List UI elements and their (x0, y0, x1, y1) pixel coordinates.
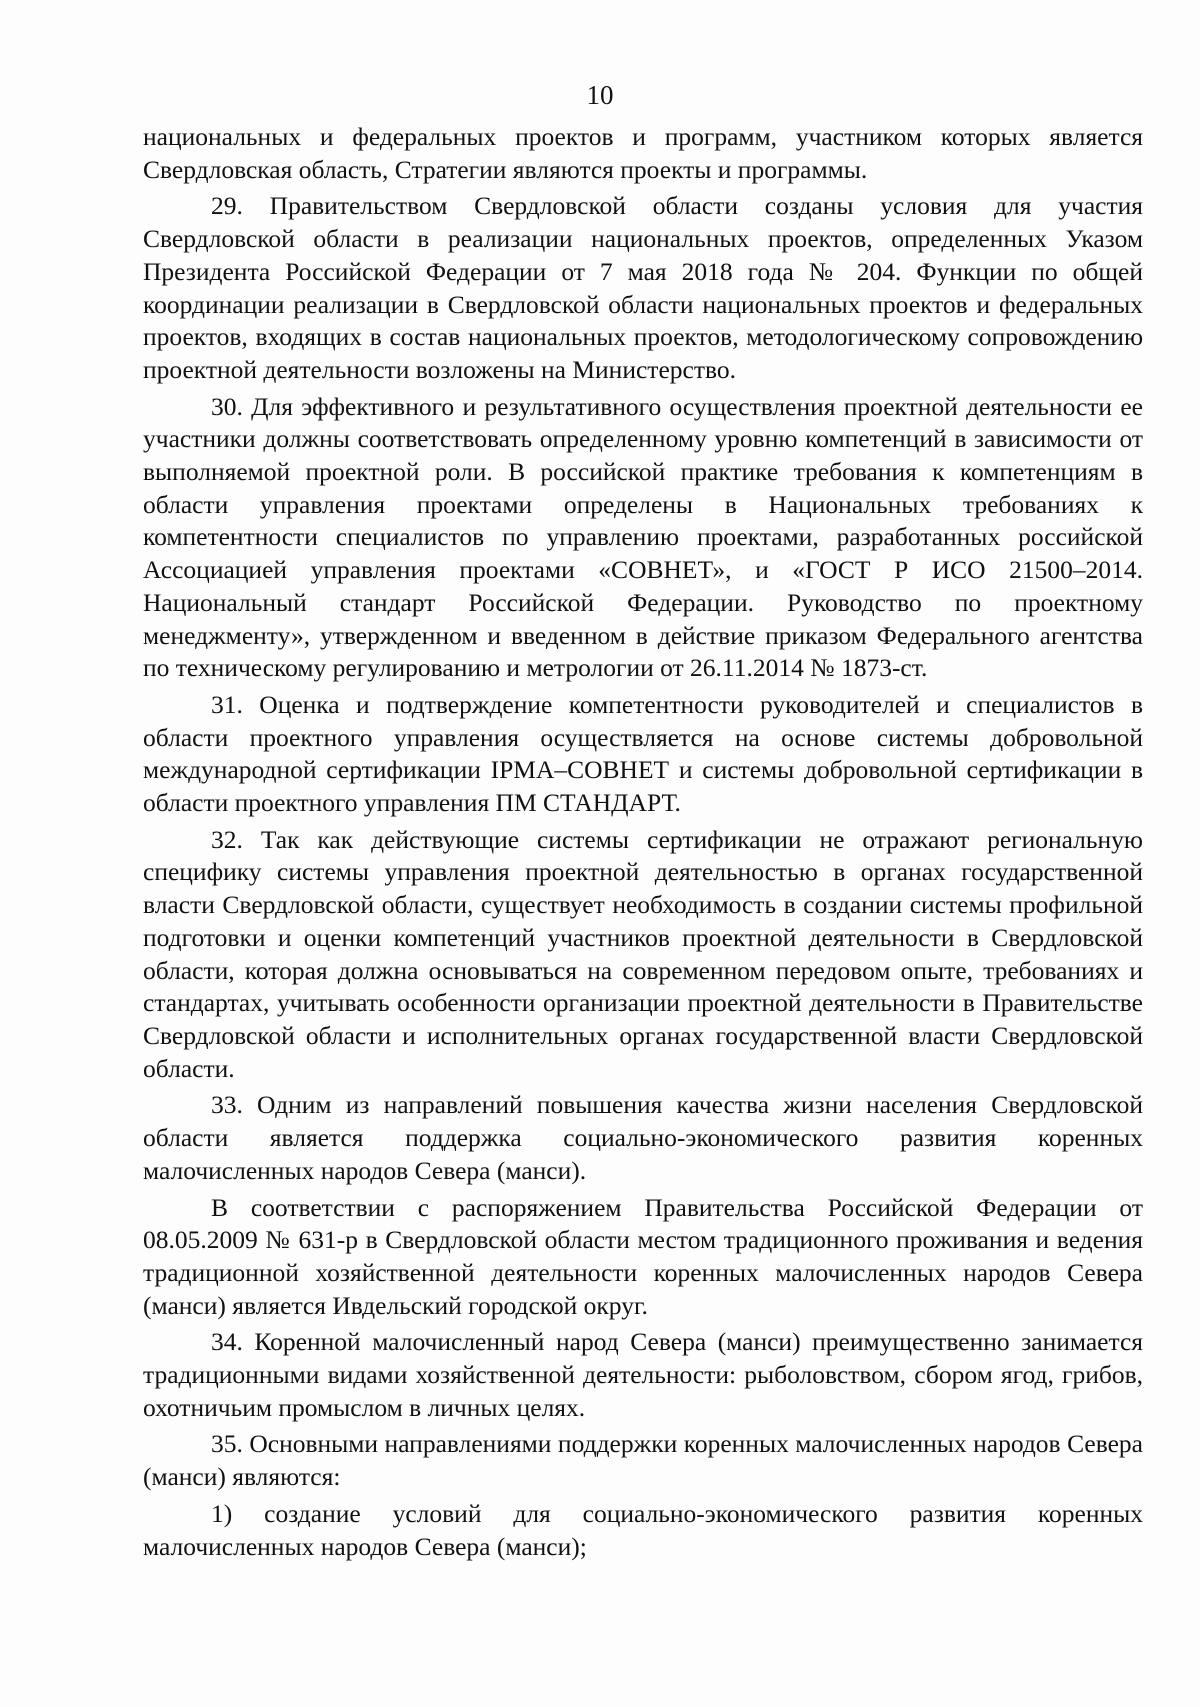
paragraph-32: 32. Так как действующие системы сертификации не отражают региональную специфику системы управления проектной деятельностью в органах государственной власти Свердловской области, существует необходимость в создании системы профильной подготовки и оценки компетенций участников проектной деятельности в Свердловской области, которая должна основываться на современном передовом опыте, требованиях и стандартах, учитывать особенности организации проектной деятельности в Правительстве Свердловской области и исполнительных органах государственной власти Свердловской области. (143, 824, 1143, 1083)
paragraph-continued: национальных и федеральных проектов и программ, участником которых является Свердловская область, Стратегии являются проекты и программы. (143, 122, 1143, 184)
paragraph-30: 30. Для эффективного и результативного осуществления проектной деятельности ее участники должны соответствовать определенному уровню компетенций в зависимости от выполняемой проектной роли. В российской практике требования к компетенциям в области управления проектами определены в Национальных требованиях к компетентности специалистов по управлению проектами, разработанных российской Ассоциацией управления проектами «СОВНЕТ», и «ГОСТ Р ИСО 21500–2014. Национальный стандарт Российской Федерации. Руководство по проектному менеджменту», утвержденном и введенном в действие приказом Федерального агентства по техническому регулированию и метрологии от 26.11.2014 № 1873-ст. (143, 391, 1143, 683)
paragraph-33-continuation: В соответствии с распоряжением Правительства Российской Федерации от 08.05.2009 № 631-р в Свердловской области местом традиционного проживания и ведения традиционной хозяйственной деятельности коренных малочисленных народов Севера (манси) является Ивдельский городской округ. (143, 1192, 1143, 1320)
paragraph-33: 33. Одним из направлений повышения качества жизни населения Свердловской области является поддержка социально-экономического развития коренных малочисленных народов Севера (манси). (143, 1090, 1143, 1185)
paragraph-35: 35. Основными направлениями поддержки коренных малочисленных народов Севера (манси) являются: (143, 1429, 1143, 1492)
page-number: 10 (586, 80, 614, 110)
paragraph-34: 34. Коренной малочисленный народ Севера (манси) преимущественно занимается традиционными видами хозяйственной деятельности: рыболовством, сбором ягод, грибов, охотничьим промыслом в личных целях. (143, 1327, 1143, 1422)
document-body (143, 121, 1143, 1563)
paragraph-31: 31. Оценка и подтверждение компетентности руководителей и специалистов в области проектного управления осуществляется на основе системы добровольной международной сертификации IPMA–СОВНЕТ и системы добровольной сертификации в области проектного управления ПМ СТАНДАРТ. (143, 689, 1143, 818)
paragraph-29: 29. Правительством Свердловской области созданы условия для участия Свердловской области в реализации национальных проектов, определенных Указом Президента Российской Федерации от 7 мая 2018 года № 204. Функции по общей координации реализации в Свердловской области национальных проектов и федеральных проектов, входящих в состав национальных проектов, методологическому сопровождению проектной деятельности возложены на Министерство. (143, 191, 1143, 384)
paragraph-35-item-1: 1) создание условий для социально-экономического развития коренных малочисленных народов Севера (манси); (143, 1498, 1143, 1561)
